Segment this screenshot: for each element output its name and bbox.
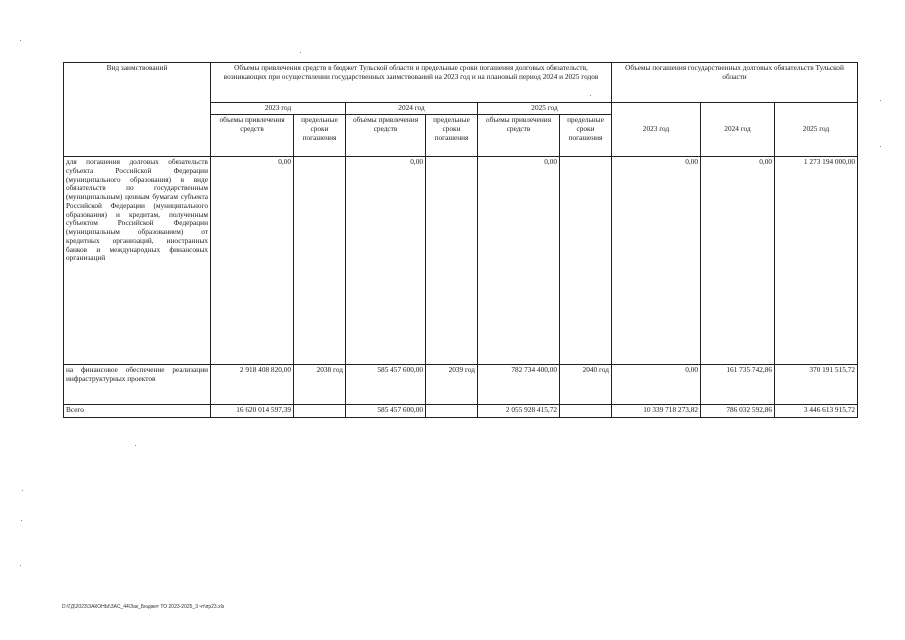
table-row xyxy=(64,365,858,405)
header-volume-2023: объемы привлечения средств xyxy=(211,115,294,157)
cell-term-2025 xyxy=(560,405,612,418)
header-term-2023: предельные сроки погашения xyxy=(294,115,346,157)
scan-speck xyxy=(135,445,136,446)
table-row xyxy=(64,157,858,365)
scan-speck xyxy=(21,520,22,521)
cell-term-2024 xyxy=(426,157,478,365)
cell-term-2023 xyxy=(294,405,346,418)
cell-volume-2024: 0,00 xyxy=(346,157,426,365)
header-year-2024: 2024 год xyxy=(346,103,478,115)
cell-repay-2023: 0,00 xyxy=(612,157,701,365)
scan-speck xyxy=(22,490,23,491)
cell-volume-2025: 0,00 xyxy=(478,157,560,365)
header-year-2023: 2023 год xyxy=(211,103,346,115)
header-repay-2023: 2023 год xyxy=(612,103,701,157)
scan-speck xyxy=(300,52,301,53)
header-repayment-group: Объемы погашения государственных долговых обязательств Тульской области xyxy=(612,63,858,103)
cell-repay-2024: 786 032 592,86 xyxy=(701,405,775,418)
cell-repay-2024: 0,00 xyxy=(701,157,775,365)
cell-term-2025: 2040 год xyxy=(560,365,612,405)
scan-speck xyxy=(880,100,881,101)
scan-speck xyxy=(880,146,881,147)
cell-repay-2023: 0,00 xyxy=(612,365,701,405)
scan-speck xyxy=(590,95,591,96)
scan-speck xyxy=(20,565,21,566)
row-label: Всего xyxy=(64,405,211,418)
cell-volume-2023: 0,00 xyxy=(211,157,294,365)
cell-term-2024: 2039 год xyxy=(426,365,478,405)
row-label: для погашения долговых обязательств субъекта Российской Федерации (муниципального образования) в виде обязательств по государственным (муниципальным) ценным бумагам субъекта Российской Федерации (муниципального образования) и кредитам, полученным субъектом Российской Федерации (муниципальным образованием) от кредитных организаций, иностранных банков и международных финансовых организаций xyxy=(64,157,211,365)
cell-volume-2025: 782 734 400,00 xyxy=(478,365,560,405)
cell-volume-2023: 16 620 014 597,39 xyxy=(211,405,294,418)
header-repay-2024: 2024 год xyxy=(701,103,775,157)
cell-repay-2025: 3 446 613 915,72 xyxy=(775,405,858,418)
header-volume-2024: объемы привлечения средств xyxy=(346,115,426,157)
cell-term-2025 xyxy=(560,157,612,365)
cell-term-2023: 2038 год xyxy=(294,365,346,405)
cell-volume-2024: 585 457 600,00 xyxy=(346,405,426,418)
cell-term-2023 xyxy=(294,157,346,365)
header-volume-2025: объемы привлечения средств xyxy=(478,115,560,157)
cell-volume-2025: 2 055 928 415,72 xyxy=(478,405,560,418)
row-label: на финансовое обеспечение реализации инфраструктурных проектов xyxy=(64,365,211,405)
cell-repay-2025: 1 273 194 000,00 xyxy=(775,157,858,365)
header-attraction-group: Объемы привлечения средств в бюджет Тульской области и предельные сроки погашения долговых обязательств, возникающих при осуществлении государственных заимствований на 2023 год и на плановый период 2024 и 2025 годов xyxy=(211,63,612,103)
file-path-footer: D:\ГД\2023\ЗАКОНЫ\ЗАС_44\Зак_Бюджет ТО 2023-2025_3 чт\пр23.xls xyxy=(62,604,225,610)
scan-speck xyxy=(20,40,21,41)
cell-term-2024 xyxy=(426,405,478,418)
cell-repay-2025: 370 191 515,72 xyxy=(775,365,858,405)
borrowing-table xyxy=(63,62,858,418)
cell-volume-2024: 585 457 600,00 xyxy=(346,365,426,405)
cell-repay-2023: 10 339 718 273,82 xyxy=(612,405,701,418)
header-year-2025: 2025 год xyxy=(478,103,612,115)
header-term-2024: предельные сроки погашения xyxy=(426,115,478,157)
table-row-total xyxy=(64,405,858,418)
cell-volume-2023: 2 918 408 820,00 xyxy=(211,365,294,405)
cell-repay-2024: 161 735 742,86 xyxy=(701,365,775,405)
header-repay-2025: 2025 год xyxy=(775,103,858,157)
header-type: Вид заимствований xyxy=(64,63,211,157)
header-term-2025: предельные сроки погашения xyxy=(560,115,612,157)
